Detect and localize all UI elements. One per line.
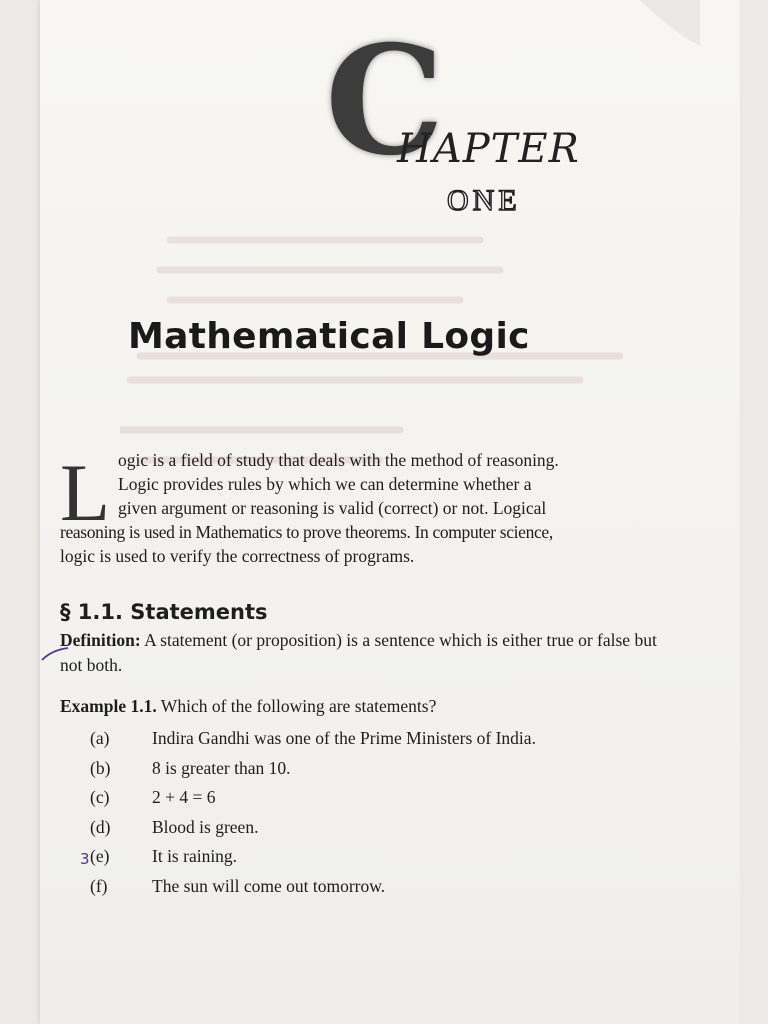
item-text: It is raining. xyxy=(152,846,238,866)
list-item xyxy=(90,787,536,817)
example-question: Which of the following are statements? xyxy=(156,696,437,716)
chapter-number: ONE xyxy=(447,184,521,217)
chapter-initial: C xyxy=(325,13,445,189)
item-label: (a) xyxy=(90,728,110,748)
page-title: Mathematical Logic xyxy=(128,316,530,357)
intro-line: logic is used to verify the correctness of programs. xyxy=(60,546,415,566)
list-item xyxy=(90,846,536,876)
list-item xyxy=(90,758,536,788)
example-heading xyxy=(60,696,436,717)
section-heading: § 1.1. Statements xyxy=(60,600,268,624)
item-text: Indira Gandhi was one of the Prime Ministers of India. xyxy=(152,728,536,748)
example-label: Example 1.1. xyxy=(60,696,157,716)
intro-line: given argument or reasoning is valid (correct) or not. Logical xyxy=(118,498,547,518)
list-item xyxy=(90,728,536,758)
intro-line: ogic is a field of study that deals with the method of reasoning. xyxy=(118,450,559,470)
item-text: The sun will come out tomorrow. xyxy=(152,875,386,896)
intro-paragraph xyxy=(60,448,670,568)
item-label: (c) xyxy=(90,787,110,807)
definition-label: Definition: xyxy=(60,630,141,650)
item-text: Blood is green. xyxy=(152,816,259,837)
list-item xyxy=(90,817,536,847)
definition-text: A statement (or proposition) is a sentence which is either true or false but not both. xyxy=(60,630,657,675)
definition-block xyxy=(60,628,680,678)
drop-cap: L xyxy=(60,447,111,538)
item-label: (d) xyxy=(90,816,111,837)
item-text: 8 is greater than 10. xyxy=(152,757,291,778)
item-label: (f) xyxy=(90,875,108,896)
chapter-word: HAPTER xyxy=(397,126,580,172)
intro-line: reasoning is used in Mathematics to prove theorems. In computer science, xyxy=(60,522,553,542)
example-list xyxy=(90,728,536,905)
chapter-heading xyxy=(325,13,655,217)
intro-line: Logic provides rules by which we can determine whether a xyxy=(118,474,532,494)
item-text: 2 + 4 = 6 xyxy=(152,787,216,807)
list-item xyxy=(90,876,536,906)
item-label: (e) xyxy=(90,846,110,866)
handwritten-margin-mark: 3 xyxy=(80,850,90,868)
item-label: (b) xyxy=(90,757,111,778)
